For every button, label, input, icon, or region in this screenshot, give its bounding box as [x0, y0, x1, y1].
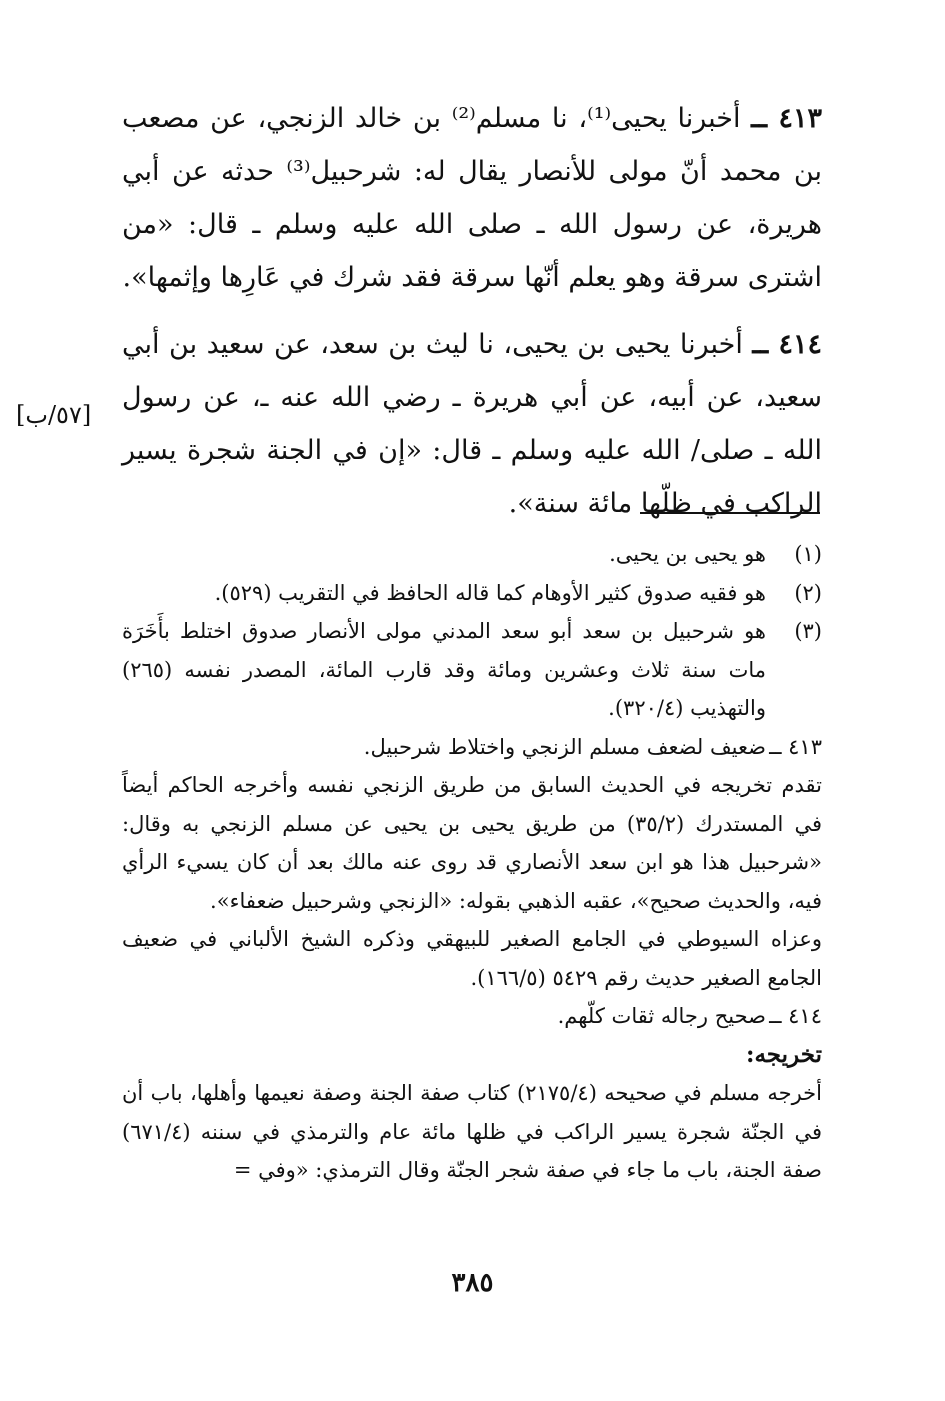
main-text	[122, 92, 822, 544]
hadith-paragraph	[122, 318, 822, 530]
footnotes-section	[122, 535, 822, 1190]
takhrij-paragraph: وعزاه السيوطي في الجامع الصغير للبيهقي وذكره الشيخ الألباني في ضعيف الجامع الصغير حديث رقم ٥٤٢٩ (١٦٦/٥).	[122, 927, 822, 990]
footnote-key: (٢)	[794, 580, 822, 605]
hadith-414	[122, 318, 822, 530]
footnote-2	[122, 574, 822, 613]
hadith-text: أخبرنا يحيى⁽¹⁾، نا مسلم⁽²⁾ بن خالد الزنجي، عن مصعب بن محمد أنّ مولى للأنصار يقال له: شرحبيل⁽³⁾ حدثه عن أبي هريرة، عن رسول الله ـ صلى الله عليه وسلم ـ قال: «من اشترى سرقة وهو يعلم أنّها سرقة فقد شرك في عَارِها وإثمها».	[122, 103, 822, 293]
hadith-paragraph	[122, 92, 822, 304]
footnote-text: هو شرحبيل بن سعد أبو سعد المدني مولى الأنصار صدوق اختلط بأَخَرَة مات سنة ثلاث وعشرين ومائة وقد قارب المائة، المصدر نفسه (٢٦٥) والتهذيب (٣٢٠/٤).	[122, 619, 766, 720]
takhrij-verdict: صحيح رجاله ثقات كلّهم.	[557, 1004, 766, 1028]
footnote-text: هو يحيى بن يحيى.	[609, 542, 766, 566]
takhrij-paragraph: تقدم تخريجه في الحديث السابق من طريق الزنجي نفسه وأخرجه الحاكم أيضاً في المستدرك (٣٥/٢) من طريق يحيى بن يحيى عن مسلم الزنجي به وقال: «شرحبيل هذا هو ابن سعد الأنصاري قد روى عنه مالك بعد أن كان يسيء الرأي فيه، والحديث صحيح»، عقبه الذهبي بقوله: «الزنجي وشرحبيل ضعفاء».	[122, 773, 822, 913]
takhrij-key: ٤١٤ ــ	[769, 1004, 822, 1028]
hadith-text: أخبرنا يحيى بن يحيى، نا ليث بن سعد، عن سعيد بن أبي سعيد، عن أبيه، عن أبي هريرة ـ رضي الله عنه ـ، عن رسول الله ـ صلى/ الله عليه وسلم ـ قال: «إن في الجنة شجرة يسير الراكب في ظلّها مائة سنة».	[122, 329, 822, 519]
manuscript-folio-marker: [٥٧/ب]	[16, 401, 92, 429]
hadith-413	[122, 92, 822, 304]
footnote-key: (٣)	[794, 619, 822, 643]
takhrij-heading: تخريجه:	[745, 1040, 822, 1068]
hadith-number: ٤١٣ ــ	[751, 103, 822, 134]
takhrij-paragraph: أخرجه مسلم في صحيحه (٢١٧٥/٤) كتاب صفة الجنة وصفة نعيمها وأهلها، باب أن في الجنّة شجرة يسير الراكب في ظلها مائة عام والترمذي في سننه (٦٧١/٤) صفة الجنة، باب ما جاء في صفة شجر الجنّة وقال الترمذي: «وفي =	[122, 1081, 822, 1182]
hadith-number: ٤١٤ ــ	[752, 329, 822, 360]
takhrij-414	[122, 997, 822, 1036]
page-number: ٣٨٥	[451, 1268, 494, 1298]
footnote-key: (١)	[794, 542, 822, 566]
takhrij-key: ٤١٣ ــ	[769, 734, 822, 759]
footnote-3	[122, 612, 822, 728]
footnote-1	[122, 535, 822, 574]
takhrij-verdict: ضعيف لضعف مسلم الزنجي واختلاط شرحبيل.	[363, 734, 766, 759]
footnote-separator	[640, 512, 820, 514]
footnote-text: هو فقيه صدوق كثير الأوهام كما قاله الحافظ في التقريب (٥٢٩).	[214, 580, 766, 605]
takhrij-413	[122, 728, 822, 767]
